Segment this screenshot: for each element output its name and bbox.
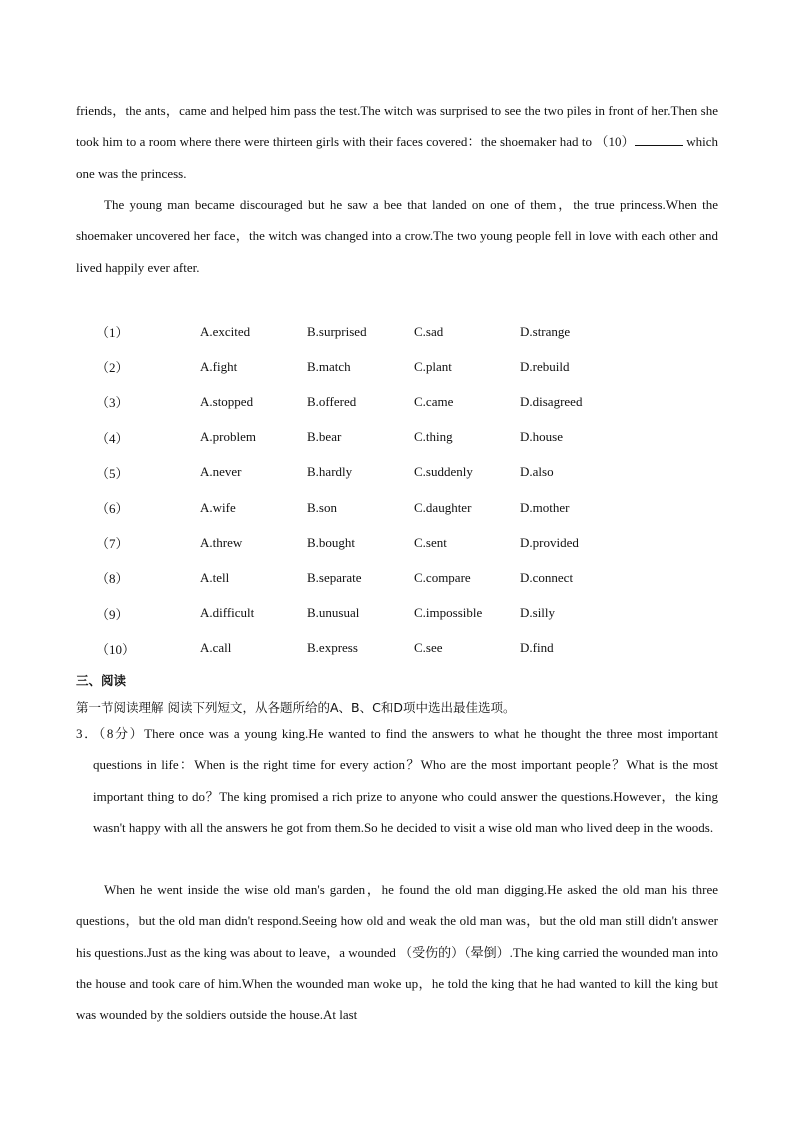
option-number: （7） — [96, 536, 129, 552]
option-row — [96, 314, 640, 349]
option-number: （10） — [96, 641, 136, 657]
option-c: C.came — [414, 393, 454, 409]
option-number: （3） — [96, 395, 129, 411]
option-d: D.rebuild — [520, 358, 570, 374]
option-d: D.house — [520, 429, 563, 445]
option-d: D.disagreed — [520, 393, 583, 409]
option-row — [96, 596, 640, 631]
option-d: D.provided — [520, 534, 579, 550]
passage-text: which one was the princess. — [76, 134, 718, 181]
option-a: A.wife — [200, 499, 236, 515]
options-table — [96, 314, 640, 666]
option-c: C.see — [414, 640, 443, 656]
passage-paragraph-2: The young man became discouraged but he saw a bee that landed on one of them，the true princess.When the shoemaker uncovered her face，the witch was changed into a crow.The two young people fell in love with each other and lived happily ever after. — [76, 197, 718, 275]
option-a: A.fight — [200, 358, 238, 374]
option-c: C.sad — [414, 323, 444, 339]
option-a: A.call — [200, 640, 232, 656]
option-number: （5） — [96, 465, 129, 481]
section-title: 三、阅读 — [76, 673, 127, 688]
option-d: D.find — [520, 640, 554, 656]
option-number: （8） — [96, 571, 129, 587]
option-b: B.express — [307, 640, 358, 656]
question-3-paragraph-1: 3．（8分）There once was a young king.He wanted to find the answers to what he thought the three most important questions in life：When is the right time for every action？Who are the most important people？What is the most important thing to do？The king promised a rich prize to anyone who could answer the questions.However，the king wasn't happy with all the answers he got from them.So he decided to visit a wise old man who lived deep in the woods. — [76, 726, 718, 835]
option-b: B.unusual — [307, 605, 360, 621]
option-d: D.silly — [520, 605, 556, 621]
option-number: （1） — [96, 325, 129, 341]
option-c: C.impossible — [414, 605, 483, 621]
section-instruction: 第一节阅读理解 阅读下列短文，从各题所给的A、B、C和D项中选出最佳选项。 — [76, 700, 516, 715]
option-row — [96, 384, 640, 419]
option-row — [96, 525, 640, 560]
passage-text: friends，the ants，came and helped him pass the test.The witch was surprised to see the two piles in front of her.Then she took him to a room where there were thirteen girls with their faces covered：the shoemaker had to （10） — [76, 103, 718, 150]
option-a: A.never — [200, 464, 242, 480]
option-number: （4） — [96, 430, 129, 446]
option-row — [96, 631, 640, 666]
question-3-paragraph-2: When he went inside the wise old man's garden，he found the old man digging.He asked the old man his three questions，but the old man didn't respond.Seeing how old and weak the old man was，but the old man still didn't answer his questions.Just as the king was about to leave，a wounded （受伤的）（晕倒）.The king carried the wounded man into the house and took care of him.When the wounded man woke up，he told the king that he had wanted to kill the king but was wounded by the soldiers outside the house.At last — [76, 882, 718, 1023]
option-a: A.difficult — [200, 605, 255, 621]
option-row — [96, 490, 640, 525]
option-a: A.problem — [200, 429, 256, 445]
option-b: B.hardly — [307, 464, 353, 480]
option-d: D.mother — [520, 499, 570, 515]
passage-paragraph-1 — [76, 95, 718, 189]
option-d: D.connect — [520, 569, 574, 585]
option-row — [96, 560, 640, 595]
option-b: B.separate — [307, 569, 362, 585]
option-c: C.suddenly — [414, 464, 473, 480]
option-row — [96, 455, 640, 490]
option-d: D.also — [520, 464, 554, 480]
option-a: A.tell — [200, 569, 230, 585]
option-a: A.threw — [200, 534, 243, 550]
option-a: A.excited — [200, 323, 251, 339]
option-b: B.offered — [307, 393, 357, 409]
answer-blank — [635, 134, 683, 146]
option-a: A.stopped — [200, 393, 254, 409]
option-d: D.strange — [520, 323, 571, 339]
option-c: C.sent — [414, 534, 447, 550]
option-row — [96, 349, 640, 384]
option-b: B.bought — [307, 534, 356, 550]
option-b: B.bear — [307, 429, 342, 445]
option-c: C.plant — [414, 358, 452, 374]
option-number: （9） — [96, 606, 129, 622]
option-b: B.match — [307, 358, 351, 374]
question-3 — [76, 718, 718, 843]
option-number: （2） — [96, 360, 129, 376]
option-number: （6） — [96, 501, 129, 517]
option-c: C.daughter — [414, 499, 472, 515]
option-row — [96, 420, 640, 455]
option-c: C.thing — [414, 429, 453, 445]
option-c: C.compare — [414, 569, 471, 585]
option-b: B.son — [307, 499, 337, 515]
option-b: B.surprised — [307, 323, 367, 339]
